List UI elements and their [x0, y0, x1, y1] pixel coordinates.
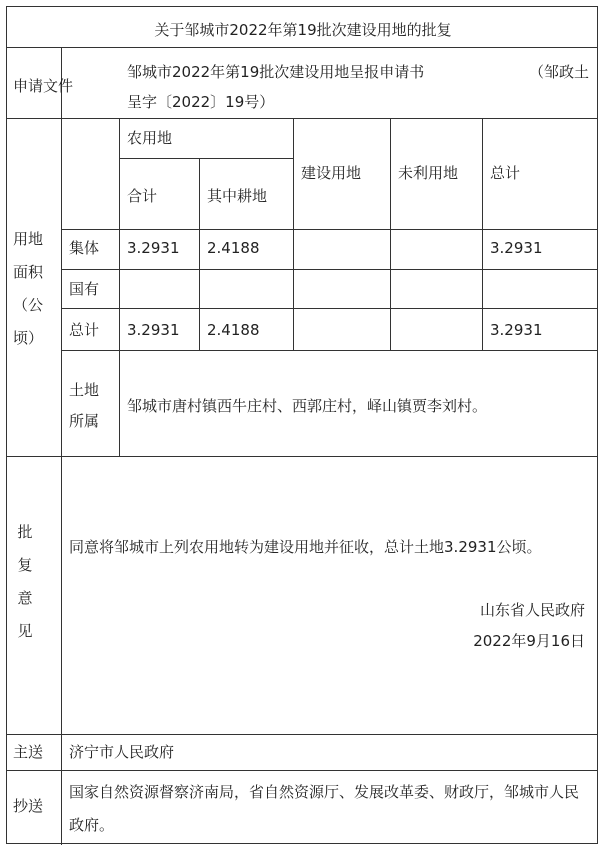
rule-unused	[482, 118, 483, 350]
header-subtotal: 合计	[127, 187, 158, 205]
header-unused: 未利用地	[398, 164, 459, 182]
opinion-label-1: 批	[17, 523, 33, 541]
row-total-total: 3.2931	[490, 321, 543, 339]
rule-farmland-header	[119, 158, 293, 159]
approval-document-table	[6, 6, 598, 844]
header-farmland: 农用地	[127, 129, 173, 147]
row-collective-subtotal: 3.2931	[127, 239, 180, 257]
rule-label-area	[61, 118, 62, 456]
opinion-date: 2022年9月16日	[473, 632, 585, 650]
row-collective-arable: 2.4188	[207, 239, 260, 257]
land-area-label-2: 面积	[13, 263, 44, 281]
land-area-label-3: （公	[13, 296, 44, 314]
land-area-label	[13, 223, 53, 355]
rule-row-collective	[61, 269, 597, 270]
application-label: 申请文件	[13, 77, 74, 95]
rule-land-area	[7, 456, 597, 457]
rule-arable	[293, 118, 294, 350]
row-collective-total: 3.2931	[490, 239, 543, 257]
header-construction: 建设用地	[301, 164, 362, 182]
copy-to-value: 国家自然资源督察济南局，省自然资源厅、发展改革委、财政厅，邹城市人民政府。	[69, 783, 580, 834]
ownership-value: 邹城市唐村镇西牛庄村、西郭庄村，峄山镇贾李刘村。	[127, 397, 488, 415]
row-total-name: 总计	[69, 321, 100, 339]
row-collective-name: 集体	[69, 239, 100, 257]
rule-title	[7, 47, 597, 48]
send-to-label: 主送	[13, 743, 44, 761]
header-arable: 其中耕地	[207, 187, 268, 205]
copy-to-label: 抄送	[13, 797, 44, 815]
opinion-text: 同意将邹城市上列农用地转为建设用地并征收，总计土地3.2931公顷。	[69, 538, 542, 556]
rule-header-bottom	[61, 229, 597, 230]
row-total-arable: 2.4188	[207, 321, 260, 339]
rule-rowname	[119, 118, 120, 456]
opinion-label-2: 复	[17, 556, 33, 574]
rule-application	[7, 118, 597, 119]
land-area-label-4: 顷）	[13, 329, 44, 347]
row-state-name: 国有	[69, 280, 100, 298]
rule-opinion	[7, 734, 597, 735]
header-total: 总计	[490, 164, 521, 182]
application-line1: 邹城市2022年第19批次建设用地呈报申请书	[127, 63, 425, 81]
rule-row-state	[61, 308, 597, 309]
ownership-label-2: 所属	[69, 412, 100, 430]
opinion-label-3: 意	[17, 589, 33, 607]
land-area-label-1: 用地	[13, 230, 44, 248]
opinion-label	[13, 516, 37, 648]
rule-label-bottom	[61, 456, 62, 845]
document-title: 关于邹城市2022年第19批次建设用地的批复	[154, 21, 452, 39]
rule-subtotal	[199, 158, 200, 350]
opinion-issuer: 山东省人民政府	[479, 601, 585, 619]
send-to-value: 济宁市人民政府	[69, 743, 175, 761]
opinion-label-4: 见	[17, 622, 33, 640]
rule-row-total	[61, 350, 597, 351]
application-line2: 呈字〔2022〕19号）	[127, 93, 275, 111]
ownership-label-1: 土地	[69, 381, 100, 399]
row-total-subtotal: 3.2931	[127, 321, 180, 339]
application-line1-right: （邹政土	[529, 63, 590, 81]
rule-send-to	[7, 770, 597, 771]
rule-construction	[390, 118, 391, 350]
